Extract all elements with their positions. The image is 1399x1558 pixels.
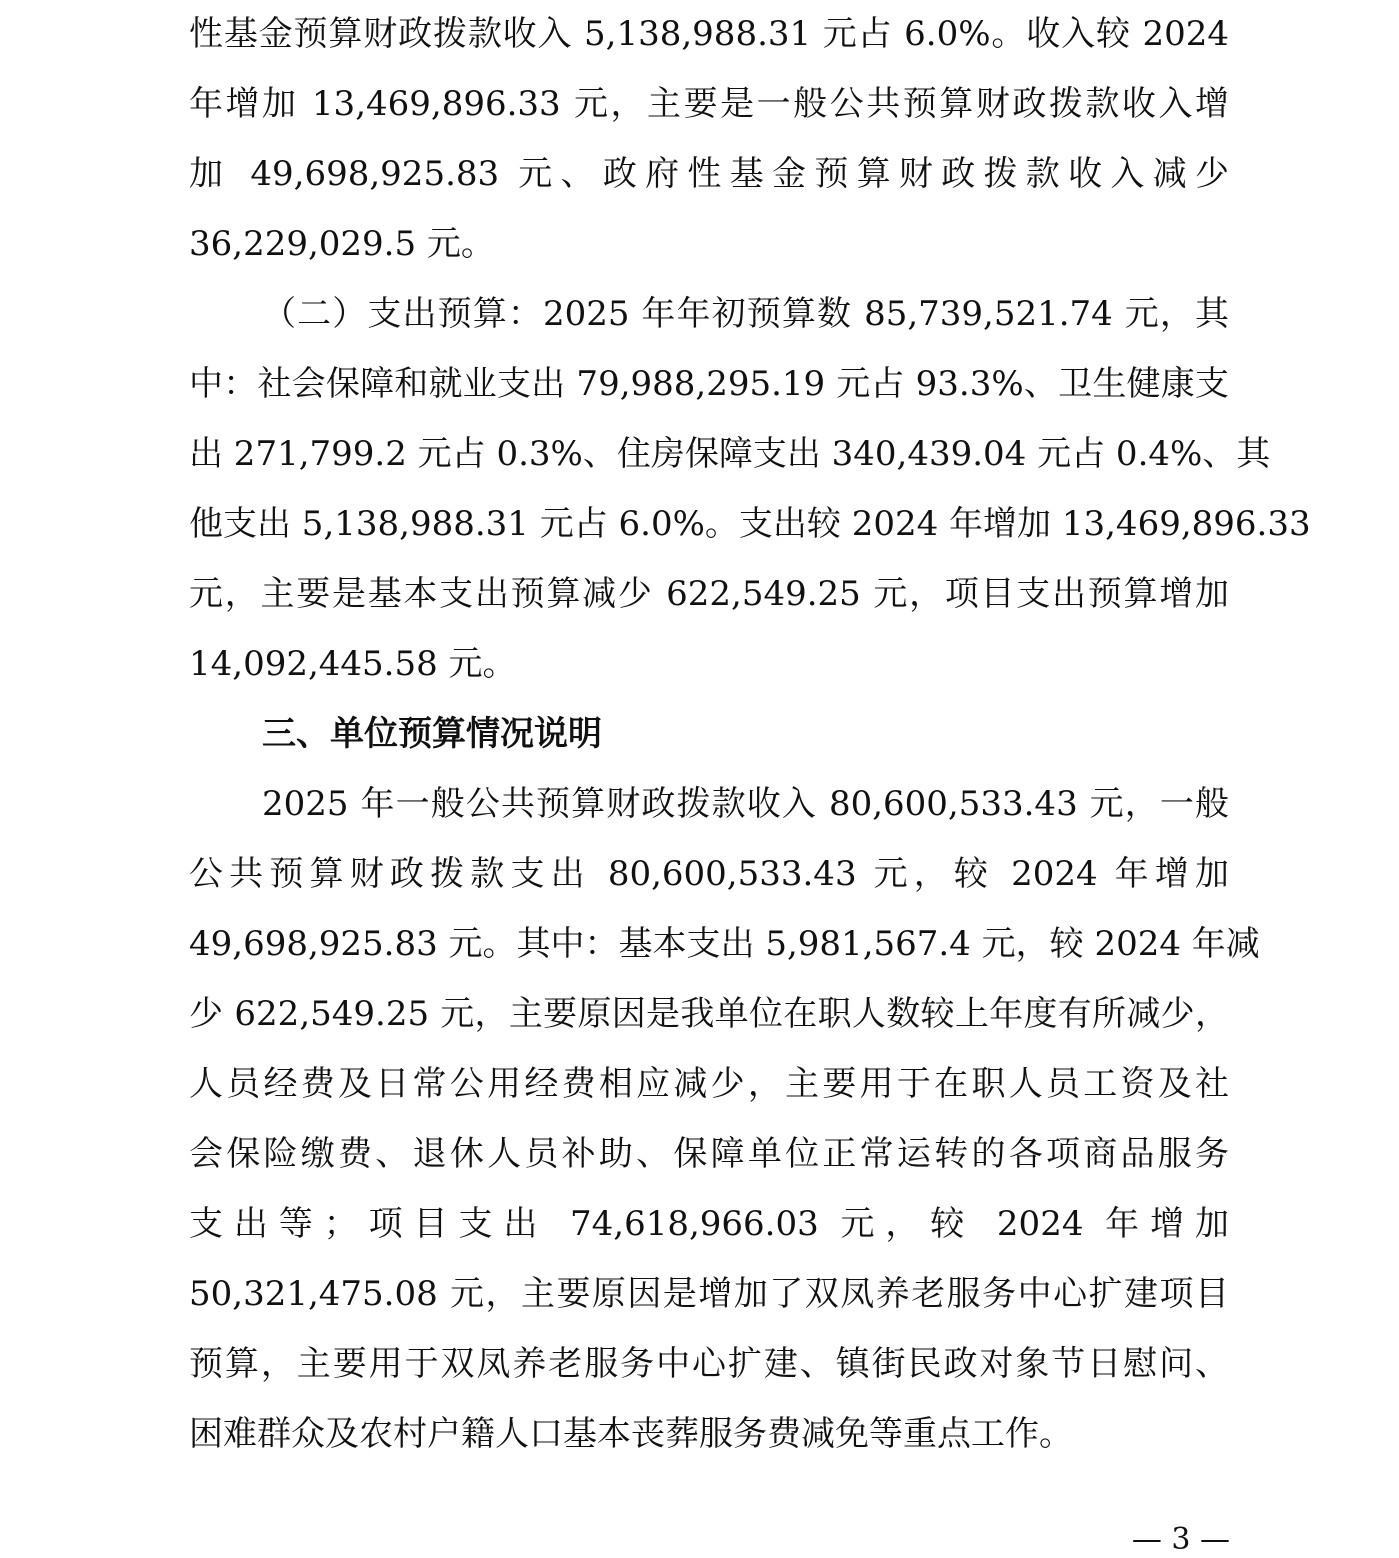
text-line: 元，主要是基本支出预算减少 622,549.25 元，项目支出预算增加	[189, 574, 1229, 614]
text-line: 中：社会保障和就业支出 79,988,295.19 元占 93.3%、卫生健康支	[189, 364, 1229, 404]
text-line: 年增加 13,469,896.33 元，主要是一般公共预算财政拨款收入增	[189, 84, 1229, 124]
text-line: 2025 年一般公共预算财政拨款收入 80,600,533.43 元，一般	[262, 784, 1229, 824]
text-line: 会保险缴费、退休人员补助、保障单位正常运转的各项商品服务	[189, 1134, 1229, 1174]
text-line: 少 622,549.25 元，主要原因是我单位在职人数较上年度有所减少，	[189, 994, 1229, 1034]
text-line: 困难群众及农村户籍人口基本丧葬服务费减免等重点工作。	[189, 1414, 1073, 1454]
text-line: 支出等；项目支出 74,618,966.03 元，较 2024 年增加	[189, 1204, 1229, 1244]
text-line: 出 271,799.2 元占 0.3%、住房保障支出 340,439.04 元占 0.4%、其	[189, 434, 1271, 474]
text-line: 50,321,475.08 元，主要原因是增加了双凤养老服务中心扩建项目	[189, 1274, 1229, 1314]
text-line: 性基金预算财政拨款收入 5,138,988.31 元占 6.0%。收入较 2024	[189, 14, 1229, 54]
text-line: （二）支出预算：2025 年年初预算数 85,739,521.74 元，其	[262, 294, 1229, 334]
text-line: 加 49,698,925.83 元、政府性基金预算财政拨款收入减少	[189, 154, 1229, 194]
page-number: — 3 —	[1131, 1522, 1230, 1557]
text-line: 36,229,029.5 元。	[189, 224, 495, 264]
text-line: 49,698,925.83 元。其中：基本支出 5,981,567.4 元，较 2024 年减	[189, 924, 1260, 964]
text-line: 人员经费及日常公用经费相应减少，主要用于在职人员工资及社	[189, 1064, 1229, 1104]
text-line: 14,092,445.58 元。	[189, 644, 517, 684]
text-line: 他支出 5,138,988.31 元占 6.0%。支出较 2024 年增加 13,469,896.33	[189, 504, 1311, 544]
text-line: 公共预算财政拨款支出 80,600,533.43 元，较 2024 年增加	[189, 854, 1229, 894]
text-line: 预算，主要用于双凤养老服务中心扩建、镇街民政对象节日慰问、	[189, 1344, 1229, 1384]
section-heading: 三、单位预算情况说明	[262, 714, 602, 754]
